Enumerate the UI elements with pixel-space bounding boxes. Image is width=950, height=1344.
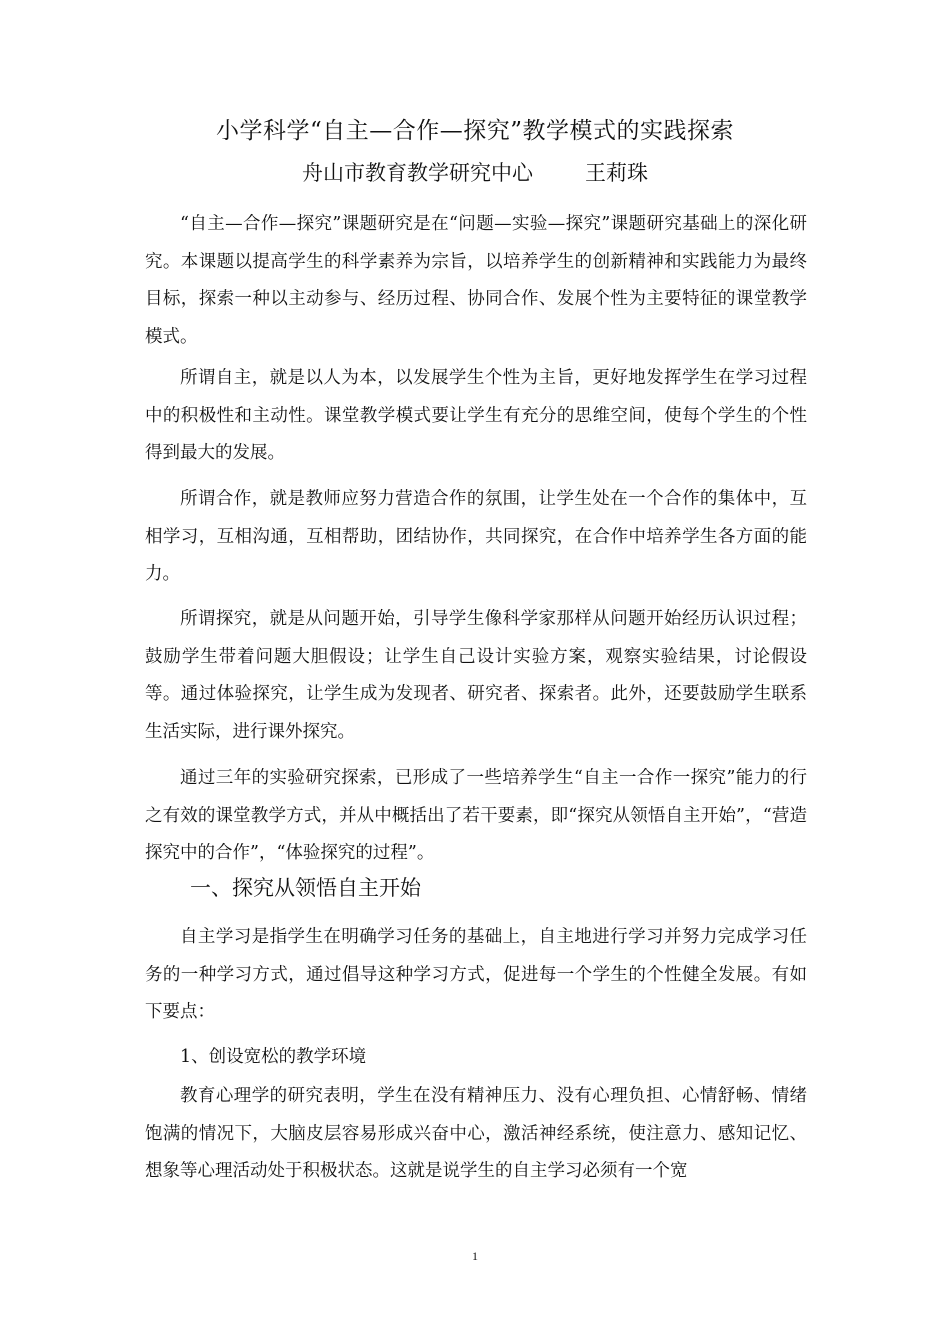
autonomy-paragraph-block <box>145 360 807 473</box>
psychology-paragraph: 教育心理学的研究表明，学生在没有精神压力、没有心理负担、心情舒畅、情绪饱满的情况下，大脑皮层容易形成兴奋中心，激活神经系统，使注意力、感知记忆、想象等心理活动处于积极状态。这就是说学生的自主学习必须有一个宽 <box>145 1086 807 1181</box>
document-title: 小学科学“自主—合作—探究”教学模式的实践探索 <box>215 118 735 144</box>
author-name: 王莉珠 <box>585 161 648 185</box>
section1-paragraph-block <box>145 919 807 1032</box>
summary-paragraph-block <box>145 760 807 873</box>
author-byline <box>0 157 950 189</box>
inquiry-paragraph-block <box>145 601 807 751</box>
inquiry-paragraph: 所谓探究，就是从问题开始，引导学生像科学家那样从问题开始经历认识过程；鼓励学生带着问题大胆假设；让学生自己设计实验方案，观察实验结果，讨论假设等。通过体验探究，让学生成为发现者、研究者、探索者。此外，还要鼓励学生联系生活实际，进行课外探究。 <box>145 609 807 742</box>
cooperation-paragraph: 所谓合作，就是教师应努力营造合作的氛围，让学生处在一个合作的集体中，互相学习，互相沟通，互相帮助，团结协作，共同探究，在合作中培养学生各方面的能力。 <box>145 489 807 584</box>
section-heading: 一、探究从领悟自主开始 <box>190 876 421 900</box>
psychology-paragraph-block <box>145 1078 807 1191</box>
summary-paragraph: 通过三年的实验研究探索，已形成了一些培养学生“自主一合作一探究”能力的行之有效的课堂教学方式，并从中概括出了若干要素，即“探究从领悟自主开始”，“营造探究中的合作”，“体验探究的过程”。 <box>145 768 807 863</box>
intro-paragraph-block <box>145 206 807 356</box>
cooperation-paragraph-block <box>145 481 807 594</box>
intro-paragraph: “自主—合作—探究”课题研究是在“问题—实验—探究”课题研究基础上的深化研究。本课题以提高学生的科学素养为宗旨，以培养学生的创新精神和实践能力为最终目标，探索一种以主动参与、经历过程、协同合作、发展个性为主要特征的课堂教学模式。 <box>145 214 807 347</box>
page-number: 1 <box>472 1249 478 1263</box>
autonomy-paragraph: 所谓自主，就是以人为本，以发展学生个性为主旨，更好地发挥学生在学习过程中的积极性和主动性。课堂教学模式要让学生有充分的思维空间，使每个学生的个性得到最大的发展。 <box>145 368 807 463</box>
author-organization: 舟山市教育教学研究中心 <box>302 161 533 185</box>
subheading: 1、创设宽松的教学环境 <box>180 1047 367 1067</box>
section1-paragraph: 自主学习是指学生在明确学习任务的基础上，自主地进行学习并努力完成学习任务的一种学习方式，通过倡导这种学习方式，促进每一个学生的个性健全发展。有如下要点： <box>145 927 807 1022</box>
